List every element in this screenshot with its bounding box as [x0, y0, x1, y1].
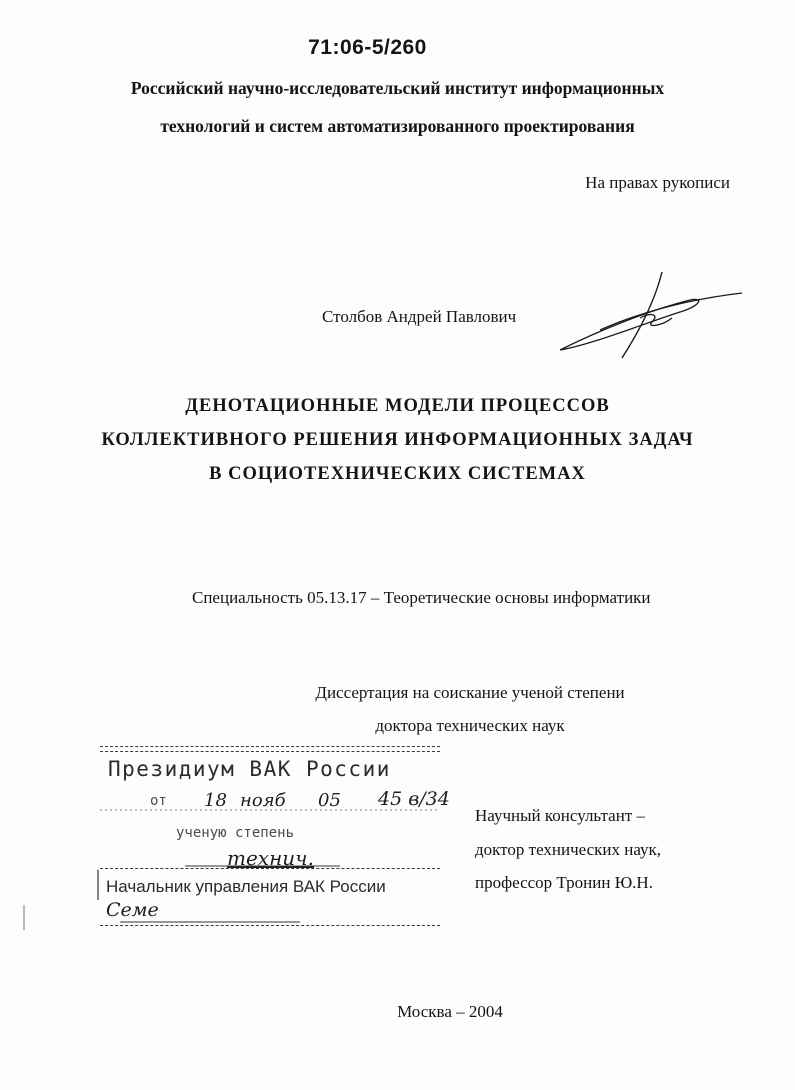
dissertation-line-1: Диссертация на соискание ученой степени [315, 683, 625, 702]
consultant-line-3: профессор Тронин Ю.Н. [475, 873, 653, 892]
stamp-hand-number: 45 в/34 [378, 788, 450, 810]
stamp-title: Президиум ВАК России [108, 757, 391, 781]
institution-line-1: Российский научно-исследовательский институт информационных [130, 78, 665, 98]
consultant-line-2: доктор технических наук, [475, 840, 662, 859]
title-line-1: ДЕНОТАЦИОННЫЕ МОДЕЛИ ПРОЦЕССОВ [185, 396, 610, 416]
specialty: Специальность 05.13.17 – Теоретические основы информатики [192, 588, 651, 607]
stamp-decision-prefix: от [150, 793, 167, 809]
city-year: Москва – 2004 [397, 1002, 503, 1021]
stamp-hand-day: 18 [204, 790, 227, 811]
author-name: Столбов Андрей Павлович [322, 307, 517, 326]
institution-line-2: технологий и систем автоматизированного проектирования [160, 116, 635, 136]
stamp-hand-signature: Семе [106, 899, 159, 921]
stamp-hand-month: нояб [240, 790, 286, 811]
dissertation-line-2: доктора технических наук [375, 716, 565, 735]
stamp-hand-year: 05 [318, 790, 341, 811]
stamp-head: Начальник управления ВАК России [106, 877, 386, 896]
title-line-2: КОЛЛЕКТИВНОГО РЕШЕНИЯ ИНФОРМАЦИОННЫХ ЗАДАЧ [101, 430, 694, 450]
stamp-hand-degree: технич. [227, 846, 314, 870]
title-line-3: В СОЦИОТЕХНИЧЕСКИХ СИСТЕМАХ [209, 464, 586, 484]
manuscript-rights: На правах рукописи [585, 173, 730, 192]
consultant-line-1: Научный консультант – [475, 806, 645, 825]
stamp-degree-prefix: ученую степень [176, 825, 295, 841]
catalog-code-text: 71:06-5/260 [308, 36, 427, 59]
